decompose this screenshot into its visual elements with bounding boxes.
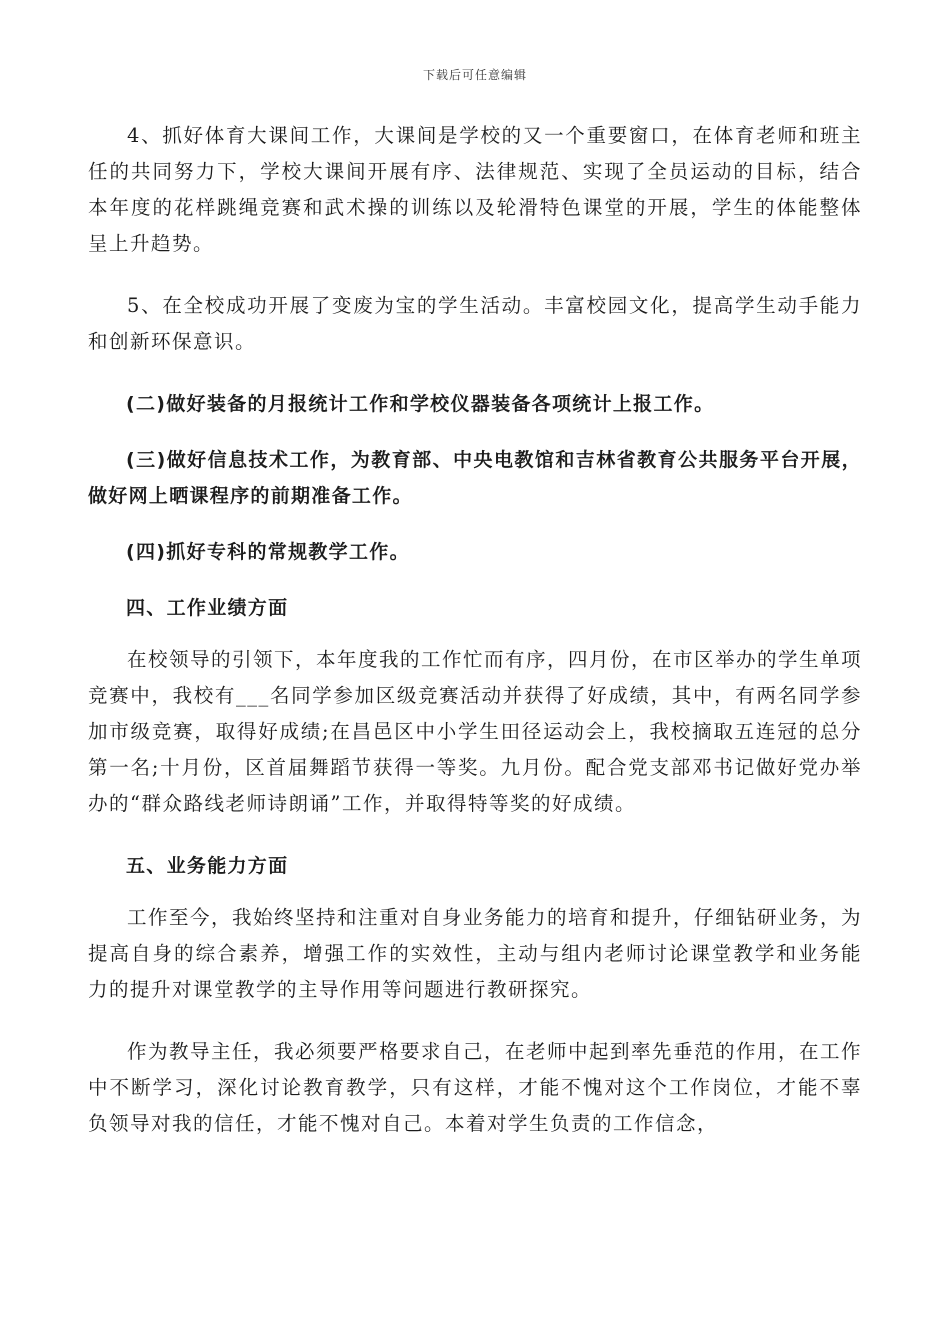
paragraph-pe-recess: 4、抓好体育大课间工作，大课间是学校的又一个重要窗口，在体育老师和班主任的共同努力下，学校大课间开展有序、法律规范、实现了全员运动的目标，结合本年度的花样跳绳竞赛和武术操的训练以及轮滑特色课堂的开展，学生的体能整体呈上升趋势。 — [88, 124, 862, 255]
paragraph-business-ability: 工作至今，我始终坚持和注重对自身业务能力的培育和提升，仔细钻研业务，为提高自身的综合素养，增强工作的实效性，主动与组内老师讨论课堂教学和业务能力的提升对课堂教学的主导作用等问题进行教研探究。 — [88, 906, 863, 1001]
heading-equipment-statistics: (二)做好装备的月报统计工作和学校仪器装备各项统计上报工作。 — [126, 393, 715, 415]
section-heading-business-ability: 五、业务能力方面 — [126, 855, 289, 877]
paragraph-recycling-activity: 5、在全校成功开展了变废为宝的学生活动。丰富校园文化，提高学生动手能力和创新环保意识。 — [88, 294, 862, 353]
document-body — [88, 118, 862, 1142]
heading-routine-teaching: (四)抓好专科的常规教学工作。 — [126, 541, 410, 563]
heading-information-technology: (三)做好信息技术工作，为教育部、中央电教馆和吉林省教育公共服务平台开展，做好网上晒课程序的前期准备工作。 — [88, 449, 862, 507]
paragraph-dean-responsibility: 作为教导主任，我必须要严格要求自己，在老师中起到率先垂范的作用，在工作中不断学习，深化讨论教育教学，只有这样，才能不愧对这个工作岗位，才能不辜负领导对我的信任，才能不愧对自己。本着对学生负责的工作信念， — [88, 1040, 863, 1135]
section-heading-performance: 四、工作业绩方面 — [126, 597, 289, 619]
page-header: 下载后可任意编辑 — [422, 68, 527, 82]
paragraph-performance: 在校领导的引领下，本年度我的工作忙而有序，四月份，在市区举办的学生单项竞赛中，我校有___名同学参加区级竞赛活动并获得了好成绩，其中，有两名同学参加市级竞赛，取得好成绩;在昌邑区中小学生田径运动会上，我校摘取五连冠的总分第一名;十月份，区首届舞蹈节获得一等奖。九月份。配合党支部邓书记做好党办举办的“群众路线老师诗朗诵”工作，并取得特等奖的好成绩。 — [88, 648, 863, 815]
